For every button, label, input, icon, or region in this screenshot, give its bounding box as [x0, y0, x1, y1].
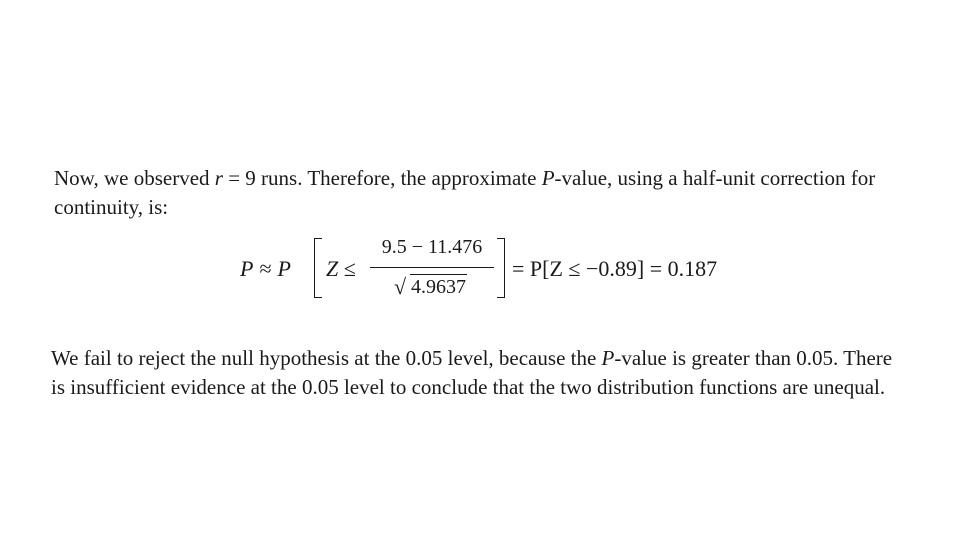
- variable-r: r: [214, 166, 223, 190]
- intro-paragraph: [54, 164, 875, 222]
- intro-text-2: = 9 runs. Therefore, the approximate: [222, 166, 542, 190]
- intro-text-1: Now, we observed: [54, 166, 215, 190]
- intro-text-3: -value, using a half-unit correction for: [554, 166, 876, 190]
- variable-p: P: [541, 166, 555, 190]
- intro-text-4: continuity, is:: [54, 195, 169, 219]
- conclusion-paragraph: [51, 344, 892, 402]
- conclusion-text-3: is insufficient evidence at the 0.05 level to conclude that the two distribution functions are unequal.: [51, 375, 886, 399]
- approx-symbol: ≈: [259, 256, 272, 281]
- conclusion-text-1: We fail to reject the null hypothesis at the 0.05 level, because the: [51, 346, 602, 370]
- eq-prob-symbol: P: [277, 256, 291, 281]
- fraction-bar: [370, 267, 494, 268]
- fraction-numerator: 9.5 − 11.476: [381, 236, 483, 258]
- fraction: [370, 236, 494, 302]
- eq-z-symbol: Z: [326, 256, 339, 281]
- conclusion-variable-p: P: [601, 346, 615, 370]
- eq-p-symbol: P: [240, 256, 254, 281]
- p-value-equation: [240, 234, 760, 304]
- equation-rhs: = P[Z ≤ −0.89] = 0.187: [512, 256, 718, 281]
- square-root-icon: √: [394, 274, 407, 299]
- fraction-denominator: [394, 272, 476, 300]
- equation-lhs: [240, 256, 291, 282]
- conclusion-text-2: -value is greater than 0.05. There: [614, 346, 893, 370]
- leq-symbol: ≤: [343, 256, 356, 281]
- left-bracket: [314, 238, 322, 298]
- equation-z-leq: [326, 256, 356, 282]
- right-bracket: [497, 238, 505, 298]
- radicand: 4.9637: [411, 276, 466, 298]
